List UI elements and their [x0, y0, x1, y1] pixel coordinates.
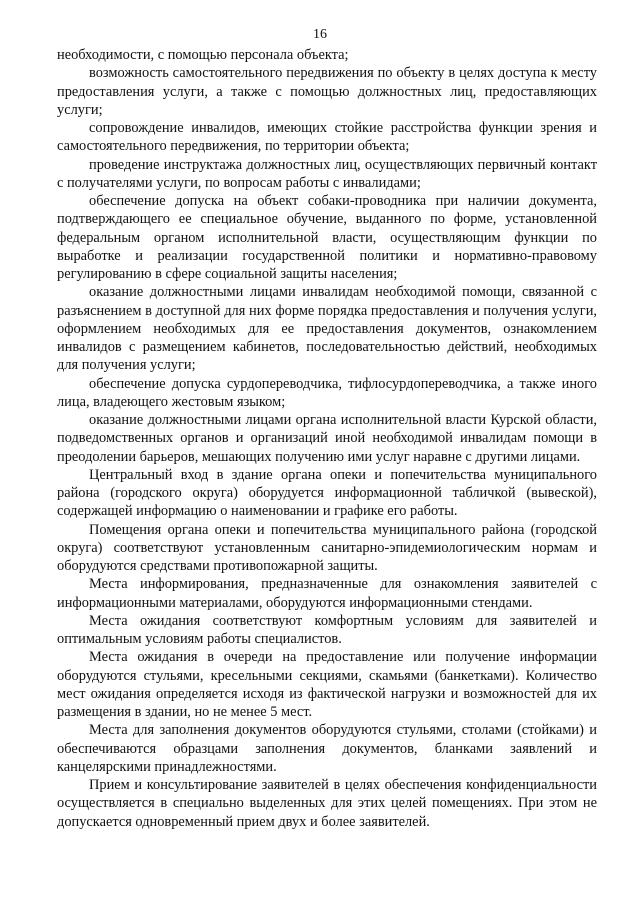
- paragraph: обеспечение допуска сурдопереводчика, тифлосурдопереводчика, а также иного лица, владеющего жестовым языком;: [57, 375, 597, 410]
- paragraph: сопровождение инвалидов, имеющих стойкие расстройства функции зрения и самостоятельного передвижения, по территории объекта;: [57, 120, 597, 155]
- paragraph: возможность самостоятельного передвижения по объекту в целях доступа к месту предоставления услуги, а также с помощью должностных лиц, предоставляющих услуги;: [57, 65, 597, 118]
- paragraph: Центральный вход в здание органа опеки и попечительства муниципального района (городского округа) оборудуется информационной табличкой (вывеской), содержащей информацию о наименовании и графике его работы.: [57, 466, 597, 520]
- document-body: [57, 46, 597, 831]
- paragraph: Места ожидания в очереди на предоставление или получение информации оборудуются стульями, кресельными секциями, скамьями (банкетками). Количество мест ожидания определяется исходя из фактической нагрузки и возможностей для их размещения в здании, но не менее 5 мест.: [57, 649, 597, 720]
- page-number: 16: [313, 27, 327, 42]
- paragraph: Места ожидания соответствуют комфортным условиям для заявителей и оптимальным условиям работы специалистов.: [57, 612, 597, 647]
- paragraph: необходимости, с помощью персонала объекта;: [57, 47, 349, 63]
- paragraph: оказание должностными лицами инвалидам необходимой помощи, связанной с разъяснением в доступной для них форме порядка предоставления и получения услуги, оформлением необходимых для ее предоставления документов, ознакомлением инвалидов с размещением кабинетов, последовательностью действий, необходимых для получения услуги;: [57, 284, 597, 374]
- paragraph: Места для заполнения документов оборудуются стульями, столами (стойками) и обеспечиваются образцами заполнения документов, бланками заявлений и канцелярскими принадлежностями.: [57, 722, 597, 775]
- paragraph: проведение инструктажа должностных лиц, осуществляющих первичный контакт с получателями услуги, по вопросам работы с инвалидами;: [57, 156, 597, 191]
- paragraph: Помещения органа опеки и попечительства муниципального района (городской округа) соответствуют установленным санитарно-эпидемиологическим нормам и оборудуются средствами противопожарной защиты.: [57, 521, 597, 574]
- paragraph: обеспечение допуска на объект собаки-проводника при наличии документа, подтверждающего ее специальное обучение, выданного по форме, установленной федеральным органом исполнительной власти, осуществляющим функции по выработке и реализации государственной политики и нормативно-правовому регулированию в сфере социальной защиты населения;: [57, 193, 597, 282]
- paragraph: оказание должностными лицами органа исполнительной власти Курской области, подведомственных органов и организаций иной необходимой инвалидам помощи в преодолении барьеров, мешающих получению ими услуг наравне с другими лицами.: [57, 412, 597, 465]
- paragraph: Прием и консультирование заявителей в целях обеспечения конфиденциальности осуществляется в специально выделенных для этих целей помещениях. При этом не допускается одновременный прием двух и более заявителей.: [57, 777, 597, 830]
- paragraph: Места информирования, предназначенные для ознакомления заявителей с информационными материалами, оборудуются информационными стендами.: [57, 576, 597, 611]
